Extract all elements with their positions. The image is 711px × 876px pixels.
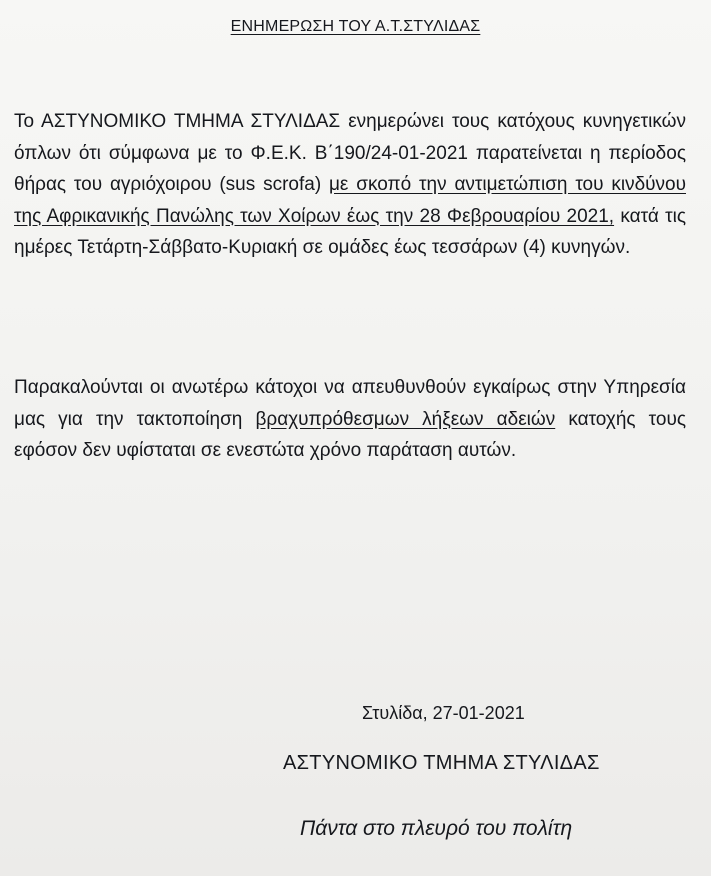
paragraph-announcement: [14, 106, 686, 264]
paragraph1-text-after: κατά τις ημέρες Τετάρτη-Σάββατο-Κυριακή σε ομάδες έως τεσσάρων (4) κυνηγών.: [14, 205, 686, 258]
date-line: Στυλίδα, 27-01-2021: [362, 703, 525, 723]
paragraph-request: [14, 372, 686, 467]
signature-station: ΑΣΤΥΝΟΜΙΚΟ ΤΜΗΜΑ ΣΤΥΛΙΔΑΣ: [283, 752, 600, 774]
paragraph2-underlined-text: βραχυπρόθεσμων λήξεων αδειών: [255, 408, 556, 430]
motto: Πάντα στο πλευρό του πολίτη: [300, 817, 573, 840]
title-text: ΕΝΗΜΕΡΩΣΗ ΤΟΥ Α.Τ.ΣΤΥΛΙΔΑΣ: [230, 18, 481, 35]
paragraph1-underlined-text: με σκοπό την αντιμετώπιση του κινδύνου της Αφρικανικής Πανώλης των Χοίρων έως την 28 Φεβρουαρίου 2021,: [14, 174, 686, 227]
paragraph2-text-after: κατοχής τους εφόσον δεν υφίσταται σε ενεστώτα χρόνο παράταση αυτών.: [14, 408, 687, 461]
paragraph2-text-before: Παρακαλούνται οι ανωτέρω κάτοχοι να απευθυνθούν εγκαίρως στην Υπηρεσία μας για την τακτοποίηση: [14, 377, 686, 430]
paragraph1-text-before: Το ΑΣΤΥΝΟΜΙΚΟ ΤΜΗΜΑ ΣΤΥΛΙΔΑΣ ενημερώνει τους κατόχους κυνηγετικών όπλων ότι σύμφωνα με το Φ.Ε.Κ. Β΄190/24-01-2021 παρατείνεται η περίοδος θήρας του αγριόχοιρου (sus scrofa): [14, 111, 686, 195]
document-title: [0, 18, 711, 36]
